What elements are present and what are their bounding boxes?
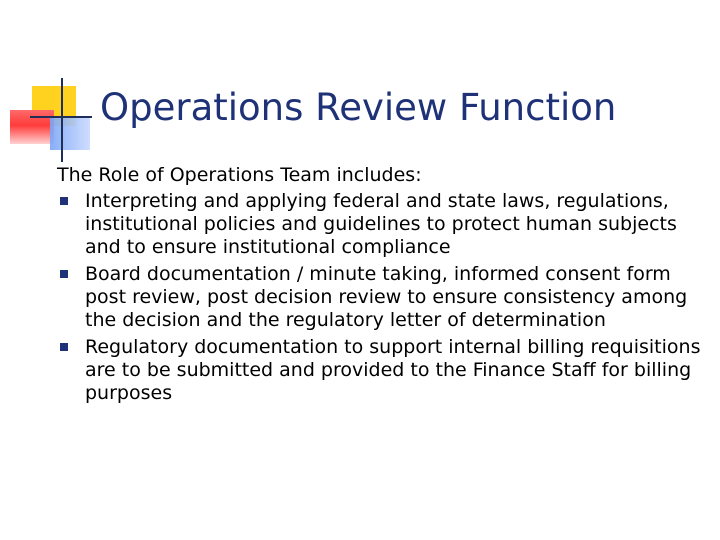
bullet-item xyxy=(57,336,707,405)
slide-title: Operations Review Function xyxy=(100,86,617,129)
square-bullet-icon xyxy=(60,197,68,205)
square-bullet-icon xyxy=(60,343,68,351)
logo-blue-square xyxy=(50,118,90,150)
intro-text: The Role of Operations Team includes: xyxy=(57,164,422,186)
bullet-item xyxy=(57,190,707,259)
bullet-item xyxy=(57,263,707,332)
slide-content xyxy=(57,164,707,409)
bullet-text: Board documentation / minute taking, informed consent form post review, post decision review to ensure consistency among the decision and the regulatory letter of determination xyxy=(85,263,688,331)
square-bullet-icon xyxy=(60,270,68,278)
bullet-list xyxy=(57,190,707,405)
bullet-text: Regulatory documentation to support internal billing requisitions are to be submitted and provided to the Finance Staff for billing purposes xyxy=(85,336,701,404)
bullet-text: Interpreting and applying federal and state laws, regulations, institutional policies and guidelines to protect human subjects and to ensure institutional compliance xyxy=(85,190,677,258)
decorative-logo xyxy=(0,0,100,170)
logo-vertical-line xyxy=(61,78,63,162)
logo-horizontal-line xyxy=(30,116,92,118)
